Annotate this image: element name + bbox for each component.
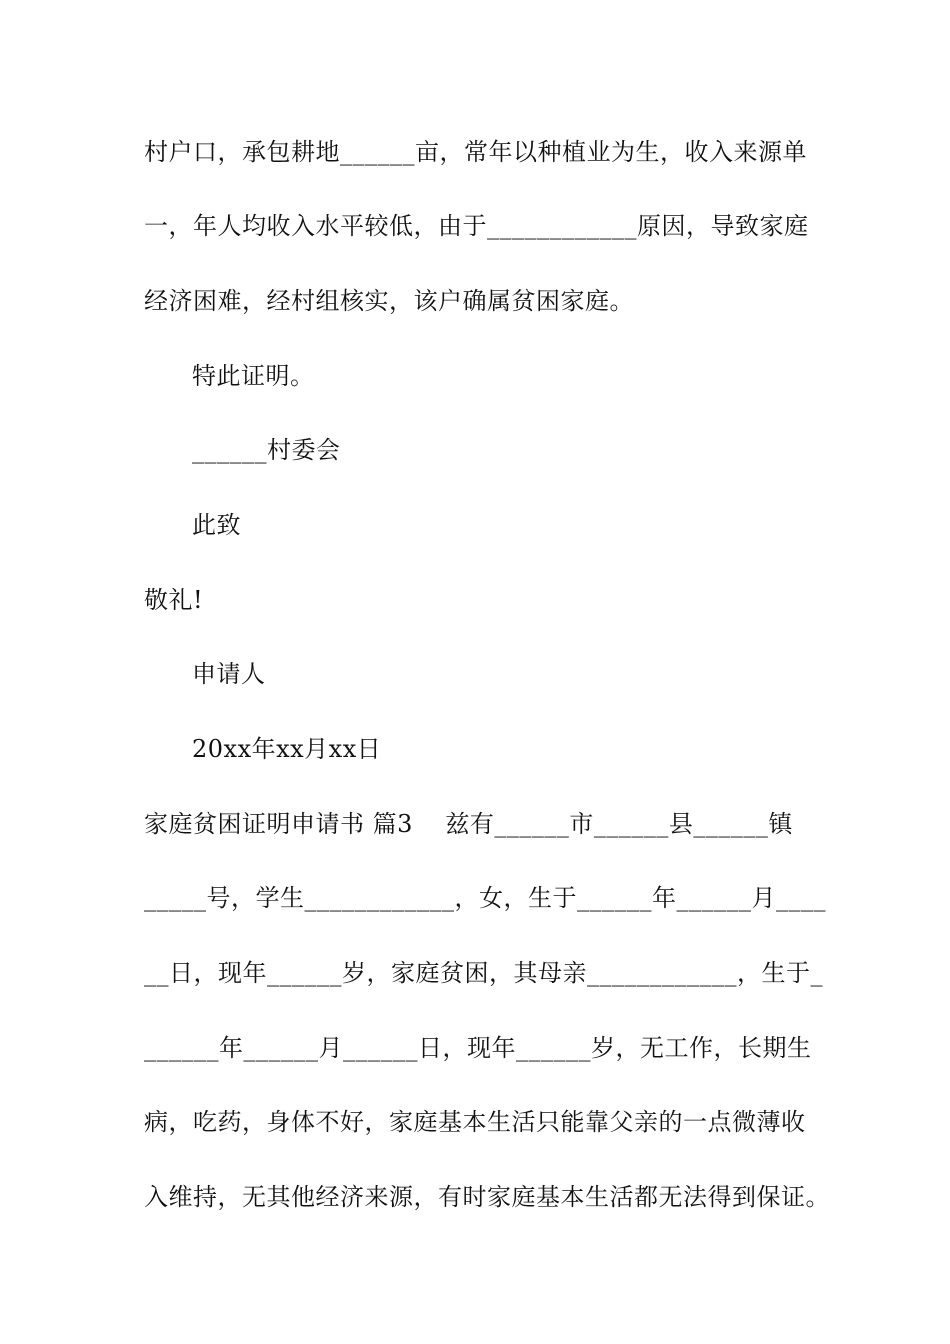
certification-statement: 特此证明。	[192, 362, 315, 390]
village-committee-signature: ______村委会	[192, 436, 341, 464]
closing-salutation: 此致	[192, 511, 241, 539]
date-line: 20xx年xx月xx日	[192, 735, 382, 763]
body-text-line: 村户口，承包耕地______亩，常年以种植业为生，收入来源单	[144, 138, 807, 166]
body-text-line: 入维持，无其他经济来源，有时家庭基本生活都无法得到保证。	[144, 1183, 830, 1211]
body-text-line: ______年______月______日，现年______岁，无工作，长期生	[144, 1034, 812, 1062]
closing-regards: 敬礼!	[144, 586, 204, 614]
body-text-line: 经济困难，经村组核实，该户确属贫困家庭。	[144, 287, 634, 315]
body-text-line: 病，吃药，身体不好，家庭基本生活只能靠父亲的一点微薄收	[144, 1108, 806, 1136]
body-text-line: 一，年人均收入水平较低，由于____________原因，导致家庭	[144, 212, 809, 240]
applicant-label: 申请人	[192, 660, 266, 688]
body-text-line: _____号，学生____________，女，生于______年______月____	[144, 884, 826, 912]
body-text-line: __日，现年______岁，家庭贫困，其母亲____________，生于_	[144, 959, 823, 987]
section-heading-line: 家庭贫困证明申请书 篇3 兹有______市______县______镇	[144, 810, 793, 838]
